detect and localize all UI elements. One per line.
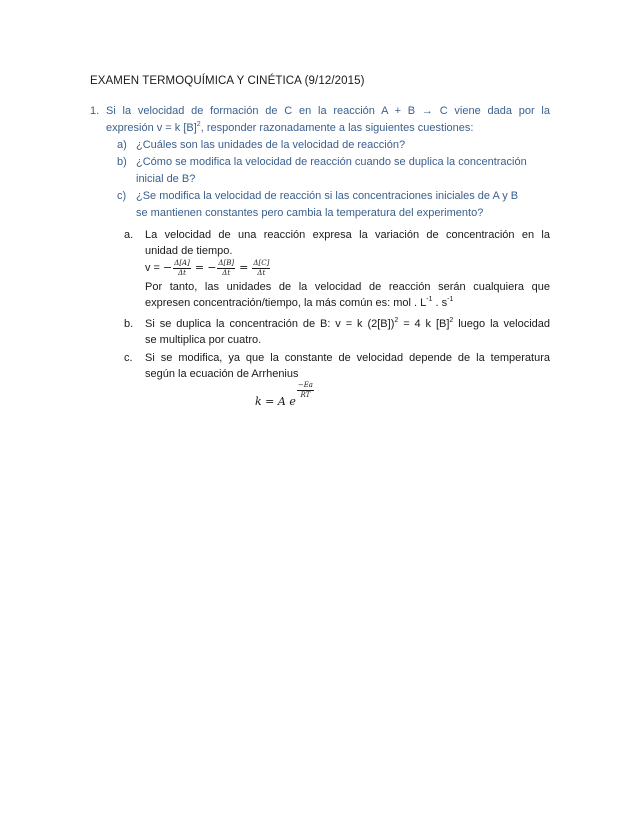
answer-a-line-5: expresen concentración/tiempo, la más común es: mol . $L^{-1}$ . $s^{-1}$ xyxy=(145,296,454,309)
question-line-1: Si la velocidad de formación de C en la reacción A + B → C viene dada por la xyxy=(106,105,550,117)
subquestion-c xyxy=(117,188,557,222)
arrhenius-exponent: $\frac{-Ea}{RT}$ xyxy=(297,381,313,399)
answer-a-line-1: La velocidad de una reacción expresa la variación de concentración en la xyxy=(145,229,550,241)
question-line-2: expresión v = k $[B]^2$, responder razonadamente a las siguientes cuestiones: xyxy=(106,121,474,134)
subquestion-a xyxy=(117,137,557,154)
question-1 xyxy=(90,103,550,137)
fraction-dA-dt: $\frac{\Delta[A]}{\Delta t}$ xyxy=(174,258,190,277)
exam-title: EXAMEN TERMOQUÍMICA Y CINÉTICA (9/12/2015) xyxy=(90,75,365,87)
answer-b xyxy=(124,316,550,348)
fraction-dC-dt: $\frac{\Delta[C]}{\Delta t}$ xyxy=(253,258,270,277)
answer-c-line-1: Si se modifica, ya que la constante de velocidad depende de la temperatura xyxy=(145,352,550,364)
answer-label: c. xyxy=(124,352,133,364)
answer-label: a. xyxy=(124,229,134,241)
subquestion-text-cont: inicial de B? xyxy=(136,173,196,185)
answer-a-line-4: Por tanto, las unidades de la velocidad de reacción serán cualquiera que xyxy=(145,281,550,293)
fraction-dB-dt: $\frac{\Delta[B]}{\Delta t}$ xyxy=(218,258,235,277)
subquestion-b xyxy=(117,154,557,188)
subquestion-text: ¿Cómo se modifica la velocidad de reacción cuando se duplica la concentración xyxy=(136,156,527,168)
subquestion-text: ¿Se modifica la velocidad de reacción si las concentraciones iniciales de A y B xyxy=(136,190,519,202)
answer-c xyxy=(124,350,550,382)
rate-equation: v = − $\frac{\Delta[A]}{\Delta t}$ = − $\frac{\Delta[B]}{\Delta t}$ = $\frac{\Delta[C]}{\Delta t}$ xyxy=(145,258,270,277)
answer-a-line-2: unidad de tiempo. xyxy=(145,245,233,257)
subquestion-text-cont: se mantienen constantes pero cambia la temperatura del experimento? xyxy=(136,207,484,219)
answer-b-line-1: Si se duplica la concentración de B: v = k $(2[B])^2 = 4$ k $[B]^2$ luego la velocidad xyxy=(145,317,551,330)
answer-b-line-2: se multiplica por cuatro. xyxy=(145,334,262,346)
subquestion-label: a) xyxy=(117,139,127,151)
subquestion-label: b) xyxy=(117,156,127,168)
subquestion-text: ¿Cuáles son las unidades de la velocidad de reacción? xyxy=(136,139,406,151)
subquestion-label: c) xyxy=(117,190,127,202)
answer-label: b. xyxy=(124,318,134,330)
question-number: 1. xyxy=(90,105,100,117)
arrhenius-equation: k = A e $\frac{-Ea}{RT}$ xyxy=(255,381,313,408)
answer-a xyxy=(124,227,550,311)
answer-c-line-2: según la ecuación de Arrhenius xyxy=(145,368,299,380)
